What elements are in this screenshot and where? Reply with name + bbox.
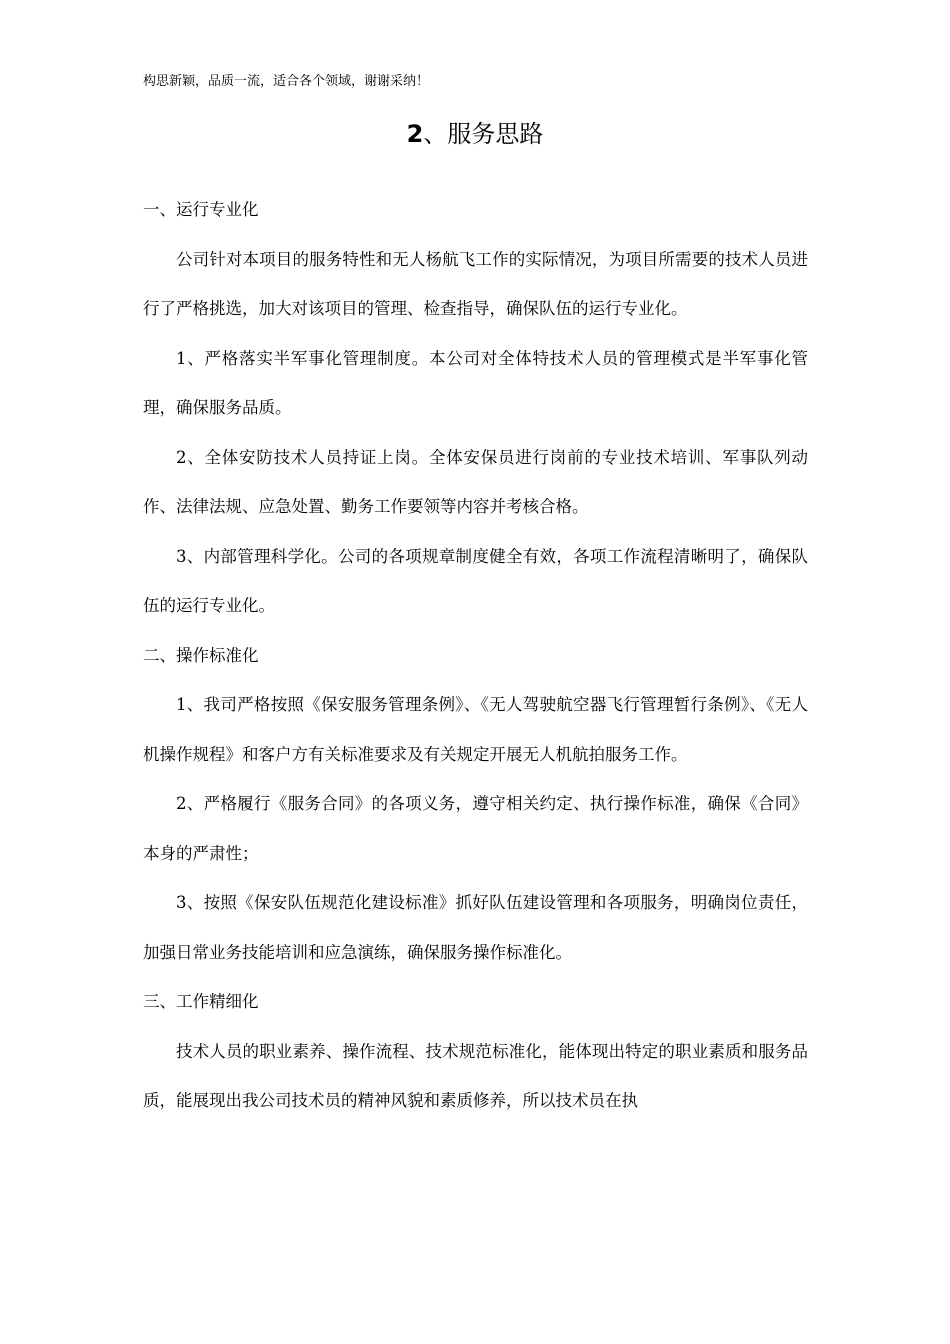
paragraph: 公司针对本项目的服务特性和无人杨航飞工作的实际情况，为项目所需要的技术人员进行了严格挑选，加大对该项目的管理、检查指导，确保队伍的运行专业化。 bbox=[143, 249, 808, 318]
section-heading: 二、操作标准化 bbox=[143, 645, 259, 665]
paragraph: 技术人员的职业素养、操作流程、技术规范标准化，能体现出特定的职业素质和服务品质，能展现出我公司技术员的精神风貌和素质修养，所以技术员在执 bbox=[143, 1041, 808, 1110]
section-heading: 一、运行专业化 bbox=[143, 200, 259, 219]
paragraph: 1、我司严格按照《保安服务管理条例》、《无人驾驶航空器飞行管理暂行条例》、《无人机操作规程》和客户方有关标准要求及有关规定开展无人机航拍服务工作。 bbox=[143, 695, 808, 764]
section-2 bbox=[143, 639, 808, 978]
header-note: 构思新颖，品质一流，适合各个领域，谢谢采纳！ bbox=[143, 74, 430, 89]
section-3 bbox=[143, 985, 808, 1126]
paragraph: 3、按照《保安队伍规范化建设标准》抓好队伍建设管理和各项服务，明确岗位责任，加强日常业务技能培训和应急演练，确保服务操作标准化。 bbox=[143, 893, 808, 962]
title-text: 、服务思路 bbox=[423, 120, 544, 148]
paragraph: 2、严格履行《服务合同》的各项义务，遵守相关约定、执行操作标准，确保《合同》本身的严肃性； bbox=[143, 794, 808, 863]
paragraph: 3、内部管理科学化。公司的各项规章制度健全有效，各项工作流程清晰明了，确保队伍的运行专业化。 bbox=[143, 546, 808, 615]
section-1 bbox=[143, 193, 808, 631]
section-heading: 三、工作精细化 bbox=[143, 992, 259, 1011]
paragraph: 1、严格落实半军事化管理制度。本公司对全体特技术人员的管理模式是半军事化管理，确保服务品质。 bbox=[143, 348, 808, 417]
paragraph: 2、全体安防技术人员持证上岗。全体安保员进行岗前的专业技术培训、军事队列动作、法律法规、应急处置、勤务工作要领等内容并考核合格。 bbox=[143, 447, 808, 516]
page-title bbox=[0, 117, 950, 151]
document-body bbox=[143, 193, 808, 1134]
title-number: 2 bbox=[406, 120, 424, 148]
